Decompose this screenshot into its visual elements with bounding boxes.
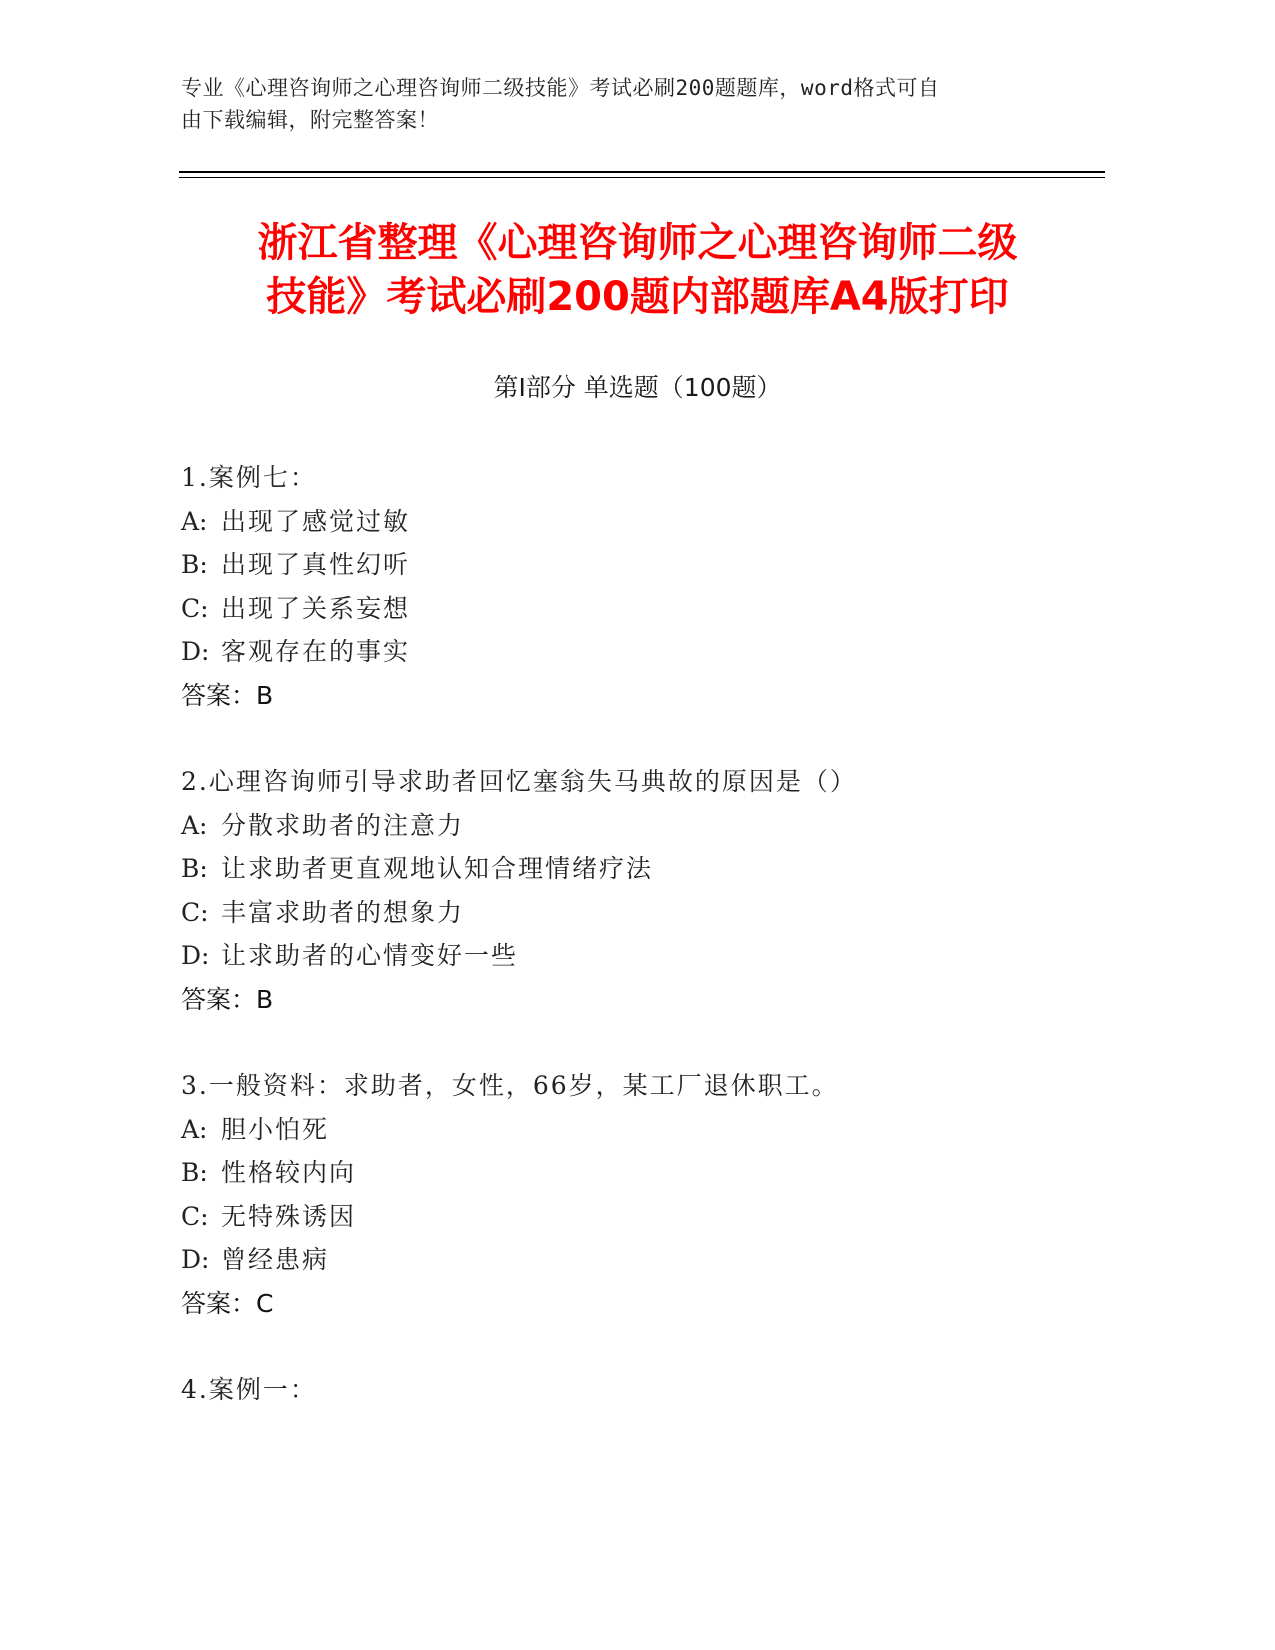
- question-stem: 1.案例七：: [181, 463, 317, 492]
- option-text: 出现了感觉过敏: [221, 506, 411, 536]
- option-text: 丰富求助者的想象力: [221, 897, 465, 927]
- option-d: [181, 934, 1101, 978]
- header-note-line-2: 由下载编辑，附完整答案！: [181, 108, 439, 132]
- option-text: 客观存在的事实: [221, 637, 411, 666]
- option-d: [181, 630, 1101, 674]
- option-text: 出现了真性幻听: [221, 550, 411, 579]
- option-letter: C:: [181, 1201, 209, 1231]
- answer-line: 答案：C: [181, 1288, 274, 1318]
- header-divider-thick: [179, 171, 1105, 173]
- option-c: [181, 587, 1101, 631]
- question-stem: 4.案例一：: [181, 1375, 317, 1404]
- question-list: [181, 456, 1101, 1455]
- title-line-2: 技能》考试必刷200题内部题库A4版打印: [266, 274, 1009, 320]
- option-text: 性格较内向: [221, 1158, 357, 1187]
- option-letter: B:: [181, 550, 208, 579]
- question-stem: 2.心理咨询师引导求助者回忆塞翁失马典故的原因是（）: [181, 767, 857, 796]
- header-note-line-1: 专业《心理咨询师之心理咨询师二级技能》考试必刷200题题库，word格式可自: [181, 76, 940, 100]
- header-divider-thin: [179, 177, 1105, 178]
- question-stem: 3.一般资料：求助者，女性，66岁，某工厂退休职工。: [181, 1071, 839, 1100]
- question-item: [181, 1064, 1101, 1325]
- option-text: 曾经患病: [221, 1245, 330, 1274]
- option-letter: C:: [181, 593, 209, 623]
- option-text: 出现了关系妄想: [221, 593, 411, 623]
- option-b: [181, 847, 1101, 891]
- answer-line: 答案：B: [181, 680, 274, 710]
- answer-line: 答案：B: [181, 984, 274, 1014]
- question-item: [181, 456, 1101, 717]
- option-c: [181, 891, 1101, 935]
- option-text: 无特殊诱因: [221, 1201, 357, 1231]
- option-a: [181, 1108, 1101, 1152]
- title-line-1: 浙江省整理《心理咨询师之心理咨询师二级: [257, 220, 1018, 266]
- option-a: [181, 804, 1101, 848]
- option-letter: D:: [181, 637, 210, 666]
- option-b: [181, 543, 1101, 587]
- option-letter: A:: [181, 506, 208, 536]
- option-d: [181, 1238, 1101, 1282]
- option-c: [181, 1195, 1101, 1239]
- option-letter: C:: [181, 897, 209, 927]
- option-text: 让求助者更直观地认知合理情绪疗法: [221, 854, 654, 883]
- option-b: [181, 1151, 1101, 1195]
- option-text: 让求助者的心情变好一些: [221, 941, 519, 970]
- option-a: [181, 500, 1101, 544]
- section-heading: 第Ⅰ部分 单选题（100题）: [493, 373, 782, 402]
- option-letter: D:: [181, 1245, 210, 1274]
- option-text: 胆小怕死: [221, 1114, 330, 1144]
- option-letter: B:: [181, 854, 208, 883]
- option-letter: B:: [181, 1158, 208, 1187]
- option-letter: A:: [181, 1114, 208, 1144]
- option-letter: A:: [181, 810, 208, 840]
- document-title: [160, 216, 1115, 324]
- option-text: 分散求助者的注意力: [221, 810, 465, 840]
- question-item: [181, 1368, 1101, 1412]
- header-note: [181, 72, 1041, 136]
- option-letter: D:: [181, 941, 210, 970]
- question-item: [181, 760, 1101, 1021]
